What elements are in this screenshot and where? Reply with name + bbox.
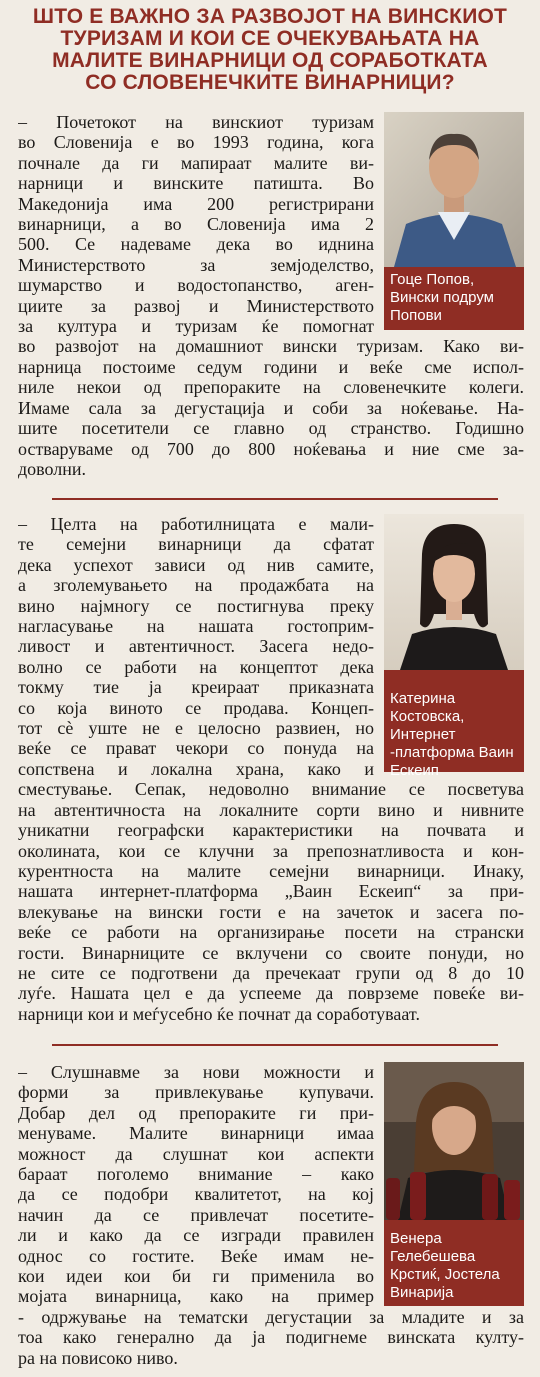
portrait-photo [384, 1062, 524, 1306]
text-line: вино најмногу се постигнува преку [18, 595, 374, 616]
text-line: тот сè уште не е целосно развиен, но [18, 718, 374, 739]
text-line: мојата винарница, како на пример [18, 1286, 374, 1307]
caption-line: Ескеип [390, 762, 439, 779]
text-line: сместување. Сепак, недоволно внимание се посветува [18, 779, 524, 800]
text-line: ра на повисоко ниво. [18, 1347, 178, 1368]
caption-line: Венера [390, 1230, 442, 1247]
text-line: нашата интернет-платформа „Ваин Ескеип“ за при- [18, 881, 524, 902]
text-line: луѓе. Нашата цел е да успееме да поврземе повеќе ви- [18, 983, 524, 1004]
text-line: не сите се подготвени да пречекаат групи од 8 до 10 [18, 962, 524, 983]
section-divider [52, 1044, 498, 1046]
headline-line: МАЛИТЕ ВИНАРНИЦИ ОД СОРАБОТКАТА [52, 49, 488, 72]
caption-line: Винарија [390, 1284, 454, 1301]
portrait-image [384, 112, 524, 267]
caption-line: Крстиќ, Јостела [390, 1266, 500, 1283]
headline-line: ШТО Е ВАЖНО ЗА РАЗВОЈОТ НА ВИНСКИОТ [32, 5, 508, 28]
text-line: Добар дел од препораките ги при- [18, 1102, 374, 1123]
text-line: веќе се прават чекори со понуда на [18, 738, 374, 759]
text-line: остваруваме од 700 до 800 ноќевања и ние сме за- [18, 438, 524, 459]
text-line: ниле некои од препораките на словенечките колеги. [18, 377, 524, 398]
text-line: во Словенија е во 1993 година, кога [18, 132, 374, 153]
text-line: околината, кои се клучни за препознатливоста и кон- [18, 840, 524, 861]
text-line: циите за развој и Министерството [18, 295, 374, 316]
text-line: сопствена и локална храна, како и [18, 758, 374, 779]
text-line: нарница постоиме седум години и веќе сме испол- [18, 356, 524, 377]
statement-goce-popov [18, 112, 524, 479]
text-line: а зголемувањето на продажбата на [18, 575, 374, 596]
text-line: нагласување на нашата гостоприм- [18, 616, 374, 637]
text-line: доволни. [18, 458, 87, 479]
portrait-photo [384, 112, 524, 330]
caption-line: Гоце Попов, [390, 271, 475, 288]
text-line: – Почетокот на винскиот туризам [18, 112, 374, 132]
text-line: – Слушнавме за нови можности и [18, 1062, 374, 1082]
statement-venera-gelebesheva [18, 1062, 524, 1368]
text-line: во развојот на домашниот вински туризам. Како ви- [18, 336, 524, 357]
text-line: со која виното се продава. Концеп- [18, 697, 374, 718]
text-line: влекување на вински гости е на зачеток и засега по- [18, 901, 524, 922]
text-line: дека успехот зависи од нив самите, [18, 554, 374, 575]
text-line: кои идеи кои би ги применила во [18, 1266, 374, 1287]
caption-line: Костовска, [390, 708, 465, 725]
text-line: курентноста на малите семејни винарници. Инаку, [18, 860, 524, 881]
headline-line: ТУРИЗАМ И КОИ СЕ ОЧЕКУВАЊАТА НА [60, 27, 480, 50]
text-line: токму тие ја креираат приказната [18, 677, 374, 698]
headline-line: СО СЛОВЕНЕЧКИТЕ ВИНАРНИЦИ? [85, 71, 455, 94]
portrait-caption [384, 1220, 524, 1306]
text-line: бараат поголемо внимание – како [18, 1164, 374, 1185]
text-line: ливост и автентичност. Засега недо- [18, 636, 374, 657]
caption-line: Катерина [390, 690, 456, 707]
text-line: веќе се работи на организирање посети на странски [18, 922, 524, 943]
portrait-photo [384, 514, 524, 779]
text-line: уникатни географски карактеристики на почвата и [18, 820, 524, 841]
text-line: те семејни винарници да сфатат [18, 534, 374, 555]
text-line: Министерството за земјоделство, [18, 254, 374, 275]
text-line: - одржување на тематски дегустации за младите и за [18, 1306, 524, 1327]
text-line: да се подобри квалитетот, на кој [18, 1184, 374, 1205]
headline [10, 6, 530, 94]
caption-line: -платформа Ваин [390, 744, 514, 761]
portrait-image [384, 1062, 524, 1220]
text-line: начин да се привлечат посетите- [18, 1204, 374, 1225]
text-line: можност да слушнат кои аспекти [18, 1143, 374, 1164]
text-line: нарници и винските патишта. Во [18, 173, 374, 194]
text-line: шумарство и водостопанство, аген- [18, 275, 374, 296]
text-line: волно се работи на концептот дека [18, 656, 374, 677]
text-line: ли и како да се изгради правилен [18, 1225, 374, 1246]
text-line: тоа како генерално да ја подигнеме винската култу- [18, 1327, 524, 1348]
text-line: однос со гостите. Веќе имам не- [18, 1245, 374, 1266]
text-line: – Целта на работилницата е мали- [18, 514, 374, 534]
statement-katerina-kostovska [18, 514, 524, 1024]
text-line: Македонија има 200 регистрирани [18, 193, 374, 214]
text-line: почнале да ги мапираат малите ви- [18, 152, 374, 173]
text-line: Имаме сала за дегустација и соби за ноќевање. На- [18, 397, 524, 418]
text-line: менуваме. Малите винарници имаа [18, 1123, 374, 1144]
text-line: 500. Се надеваме дека во иднина [18, 234, 374, 255]
caption-line: Гелебешева [390, 1248, 476, 1265]
portrait-image [384, 514, 524, 670]
portrait-caption [384, 670, 524, 779]
text-line: на автентичноста на локалните сорти вино и нивните [18, 799, 524, 820]
text-line: шите посетители се главно од странство. Годишно [18, 418, 524, 439]
caption-line: Интернет [390, 726, 456, 743]
text-line: за култура и туризам ќе помогнат [18, 316, 374, 337]
text-line: винарници, а во Словенија има 2 [18, 214, 374, 235]
caption-line: Попови [390, 307, 442, 324]
text-line: форми за привлекување купувачи. [18, 1082, 374, 1103]
caption-line: Вински подрум [390, 289, 494, 306]
text-line: нарници кои и меѓусебно ќе почнат да соработуваат. [18, 1003, 420, 1024]
section-divider [52, 498, 498, 500]
portrait-caption [384, 267, 524, 330]
text-line: гости. Винарниците се вклучени со своите понуди, но [18, 942, 524, 963]
